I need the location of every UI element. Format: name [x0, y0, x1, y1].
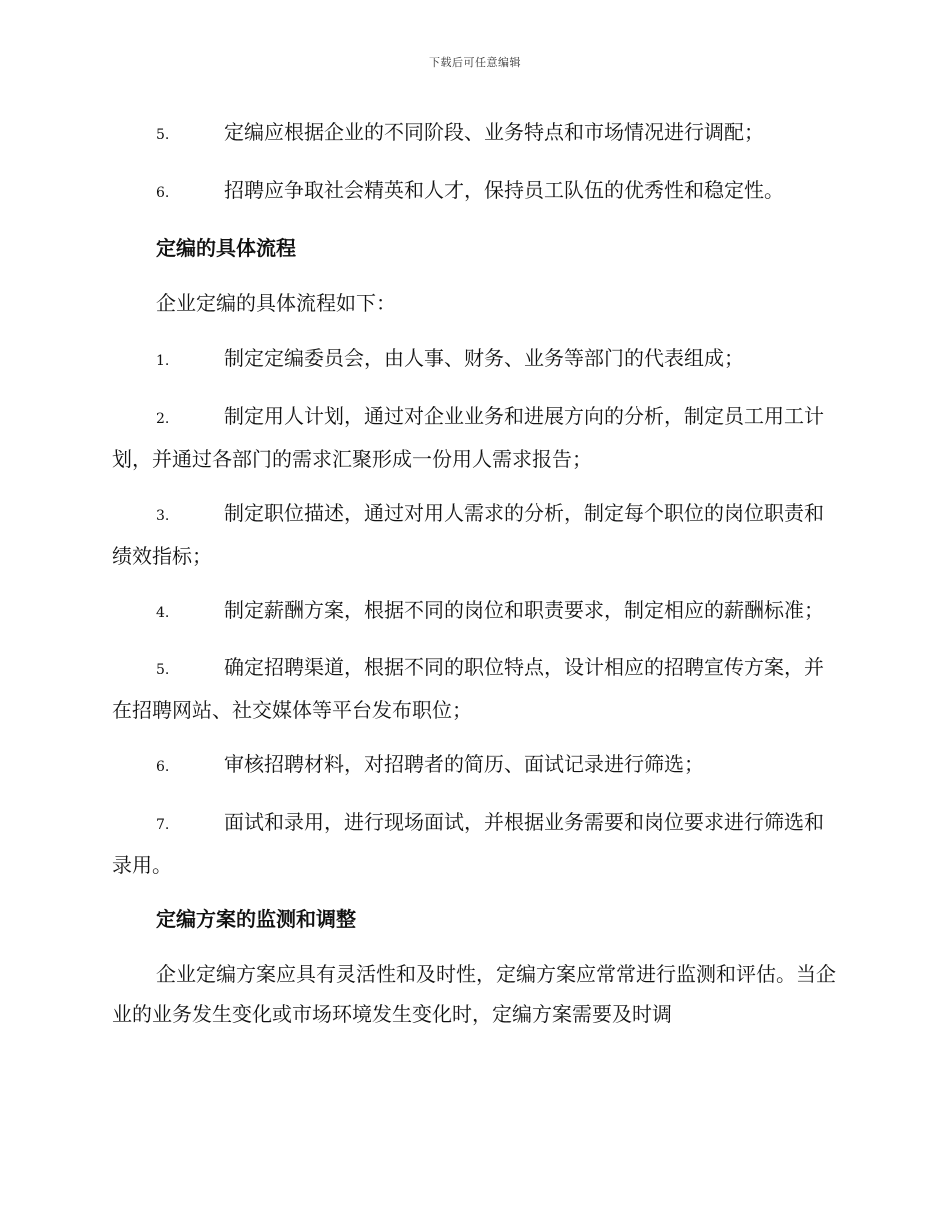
list-text: 制定职位描述，通过对用人需求的分析，制定每个职位的岗位职责和绩效指标； [112, 501, 824, 568]
list-text: 审核招聘材料，对招聘者的简历、面试记录进行筛选； [224, 752, 704, 776]
list-item [112, 590, 837, 633]
list-item [112, 493, 837, 576]
list-item [112, 744, 837, 787]
list-text: 面试和录用，进行现场面试，并根据业务需要和岗位要求进行筛选和录用。 [112, 810, 824, 877]
list-item [112, 802, 837, 885]
document-body [112, 112, 837, 1049]
list-number: 4. [156, 605, 170, 621]
section-intro: 企业定编的具体流程如下： [156, 291, 396, 315]
list-text: 制定用人计划，通过对企业业务和进展方向的分析，制定员工用工计划，并通过各部门的需求汇聚形成一份用人需求报告； [112, 404, 824, 471]
list-item [112, 338, 837, 381]
list-number: 1. [156, 353, 170, 369]
list-item [112, 647, 837, 730]
section-paragraph: 企业定编方案应具有灵活性和及时性，定编方案应常常进行监测和评估。当企业的业务发生变化或市场环境发生变化时，定编方案需要及时调 [112, 962, 836, 1026]
list-item [112, 396, 837, 479]
list-text: 招聘应争取社会精英和人才，保持员工队伍的优秀性和稳定性。 [224, 178, 784, 202]
list-number: 5. [156, 662, 170, 678]
page-header: 下载后可任意编辑 [429, 56, 521, 69]
list-number: 2. [156, 411, 170, 427]
list-item [112, 112, 837, 155]
list-text: 制定薪酬方案，根据不同的岗位和职责要求，制定相应的薪酬标准； [224, 598, 824, 622]
list-number: 3. [156, 508, 170, 524]
list-number: 7. [156, 817, 170, 833]
section-title: 定编方案的监测和调整 [156, 907, 356, 931]
list-number: 5. [156, 127, 170, 143]
list-item [112, 170, 837, 213]
list-number: 6. [156, 185, 170, 201]
list-text: 确定招聘渠道，根据不同的职位特点，设计相应的招聘宣传方案，并在招聘网站、社交媒体等平台发布职位； [112, 655, 824, 722]
section-title: 定编的具体流程 [156, 236, 296, 260]
list-number: 6. [156, 759, 170, 775]
list-text: 定编应根据企业的不同阶段、业务特点和市场情况进行调配； [224, 120, 764, 144]
list-text: 制定定编委员会，由人事、财务、业务等部门的代表组成； [224, 346, 744, 370]
